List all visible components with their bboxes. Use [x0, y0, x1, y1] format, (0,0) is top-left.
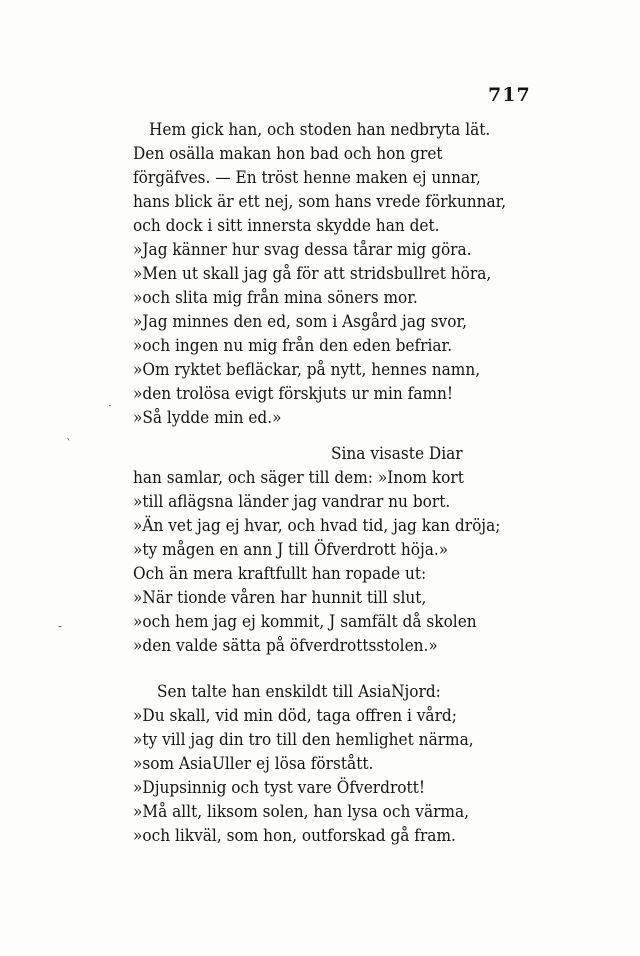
poem-line: »Du skall, vid min död, taga offren i vård; [133, 706, 457, 725]
poem-line: Den osälla makan hon bad och hon gret [133, 144, 443, 163]
poem-line: »och slita mig från mina söners mor. [133, 288, 418, 307]
poem-line: och dock i sitt innersta skydde han det. [133, 216, 440, 235]
poem-line: »ty mågen en ann J till Öfverdrott höja.» [133, 540, 449, 559]
poem-line: »till aflägsna länder jag vandrar nu bort. [133, 492, 451, 511]
poem-line: Sina visaste Diar [331, 444, 463, 463]
poem-line: »ty vill jag din tro till den hemlighet närma, [133, 730, 474, 749]
scan-speck: - [58, 619, 63, 633]
poem-line: »och ingen nu mig från den eden befriar. [133, 336, 453, 355]
poem-line: Och än mera kraftfullt han ropade ut: [133, 564, 427, 583]
poem-line: »Än vet jag ej hvar, och hvad tid, jag kan dröja; [133, 516, 501, 535]
poem-line: »Men ut skall jag gå för att stridsbullret höra, [133, 264, 492, 283]
poem-line: Hem gick han, och stoden han nedbryta lät. [149, 120, 491, 139]
poem-line: »den valde sätta på öfverdrottsstolen.» [133, 636, 438, 655]
poem-line: »Må allt, liksom solen, han lysa och värma, [133, 802, 470, 821]
poem-line: »Så lydde min ed.» [133, 408, 282, 427]
poem-line: »och hem jag ej kommit, J samfält då skolen [133, 612, 477, 631]
poem-line: han samlar, och säger till dem: »Inom kort [133, 468, 464, 487]
poem-line: hans blick är ett nej, som hans vrede förkunnar, [133, 192, 507, 211]
poem-line: »Om ryktet befläckar, på nytt, hennes namn, [133, 360, 481, 379]
scan-speck: · [108, 399, 112, 413]
poem-line: Sen talte han enskildt till AsiaNjord: [157, 682, 441, 701]
poem-line: »som AsiaUller ej lösa förstått. [133, 754, 374, 773]
poem-line: »Jag känner hur svag dessa tårar mig göra. [133, 240, 472, 259]
scan-speck: ˋ [66, 437, 72, 451]
poem-line: »Jag minnes den ed, som i Asgård jag svor, [133, 312, 467, 331]
poem-line: »den trolösa evigt förskjuts ur min famn! [133, 384, 454, 403]
poem-line: förgäfves. — En tröst henne maken ej unnar, [133, 168, 481, 187]
poem-line: »och likväl, som hon, outforskad gå fram. [133, 826, 456, 845]
poem-line: »Djupsinnig och tyst vare Öfverdrott! [133, 778, 426, 797]
poem-line: »När tionde våren har hunnit till slut, [133, 588, 427, 607]
page-number: 717 [488, 84, 531, 106]
